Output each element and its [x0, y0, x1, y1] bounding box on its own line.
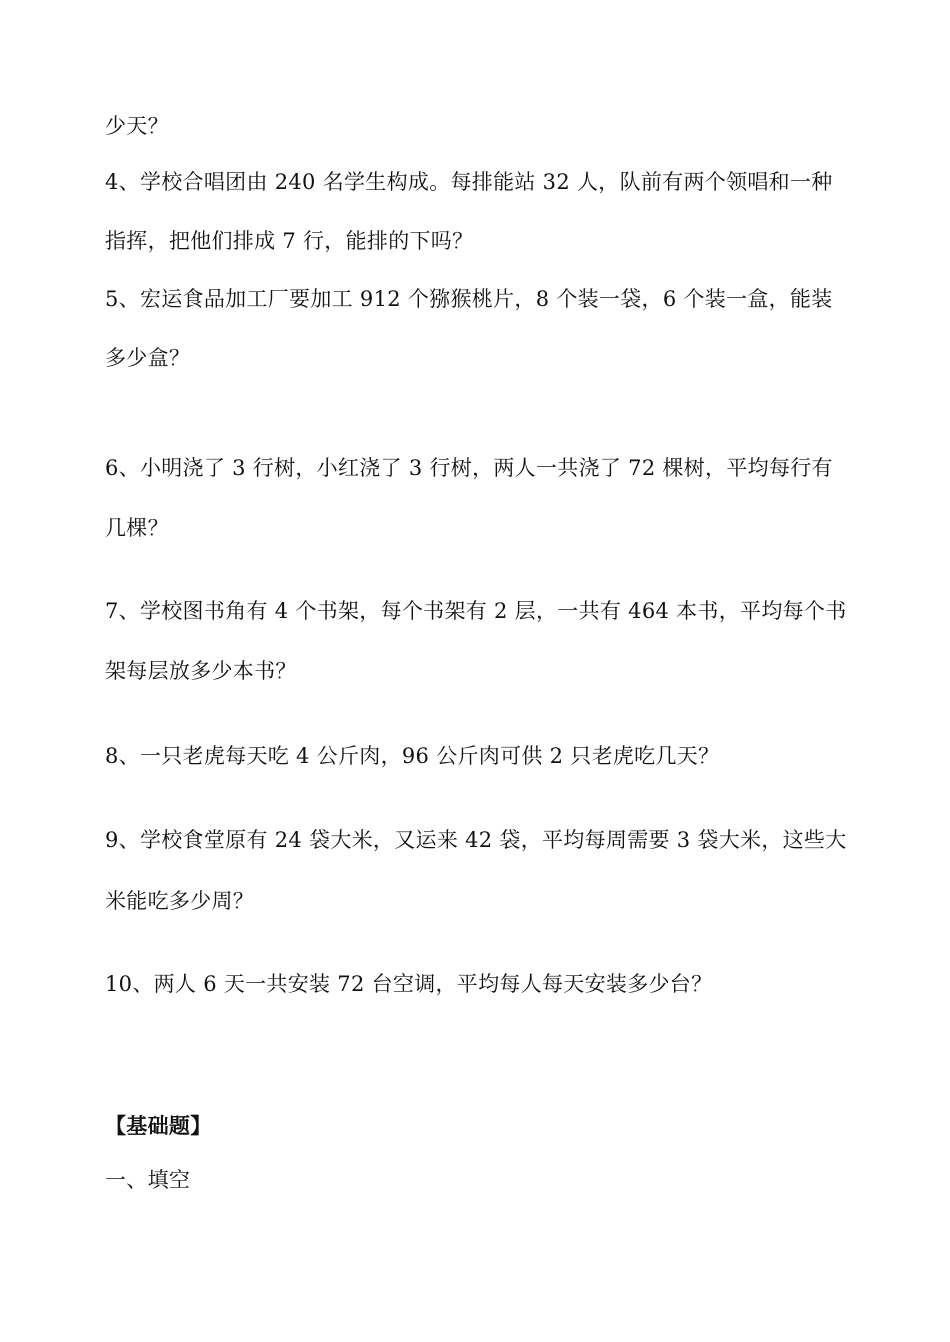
- problem-6-line-2: 几棵？: [105, 516, 169, 540]
- problem-7-line-2: 架每层放多少本书？: [105, 659, 297, 683]
- problem-6-line-1: 6、小明浇了 3 行树，小红浇了 3 行树，两人一共浇了 72 棵树，平均每行有: [105, 456, 833, 480]
- problem-8: 8、一只老虎每天吃 4 公斤肉，96 公斤肉可供 2 只老虎吃几天？: [105, 744, 720, 768]
- problem-4-line-1: 4、学校合唱团由 240 名学生构成。每排能站 32 人，队前有两个领唱和一种: [105, 170, 833, 194]
- problem-9-line-1: 9、学校食堂原有 24 袋大米，又运来 42 袋，平均每周需要 3 袋大米，这些大: [105, 828, 847, 852]
- problem-5-line-2: 多少盒？: [105, 346, 191, 370]
- problem-4-line-2: 指挥，把他们排成 7 行，能排的下吗？: [105, 229, 474, 253]
- section-heading: 【基础题】: [105, 1114, 212, 1138]
- problem-3-continuation: 少天？: [105, 114, 169, 138]
- problem-5-line-1: 5、宏运食品加工厂要加工 912 个猕猴桃片，8 个装一袋，6 个装一盒，能装: [105, 287, 833, 311]
- problem-7-line-1: 7、学校图书角有 4 个书架，每个书架有 2 层，一共有 464 本书，平均每个书: [105, 599, 847, 623]
- problem-10: 10、两人 6 天一共安装 72 台空调，平均每人每天安装多少台？: [105, 972, 713, 996]
- problem-9-line-2: 米能吃多少周？: [105, 889, 255, 913]
- section-subheading: 一、填空: [105, 1168, 191, 1192]
